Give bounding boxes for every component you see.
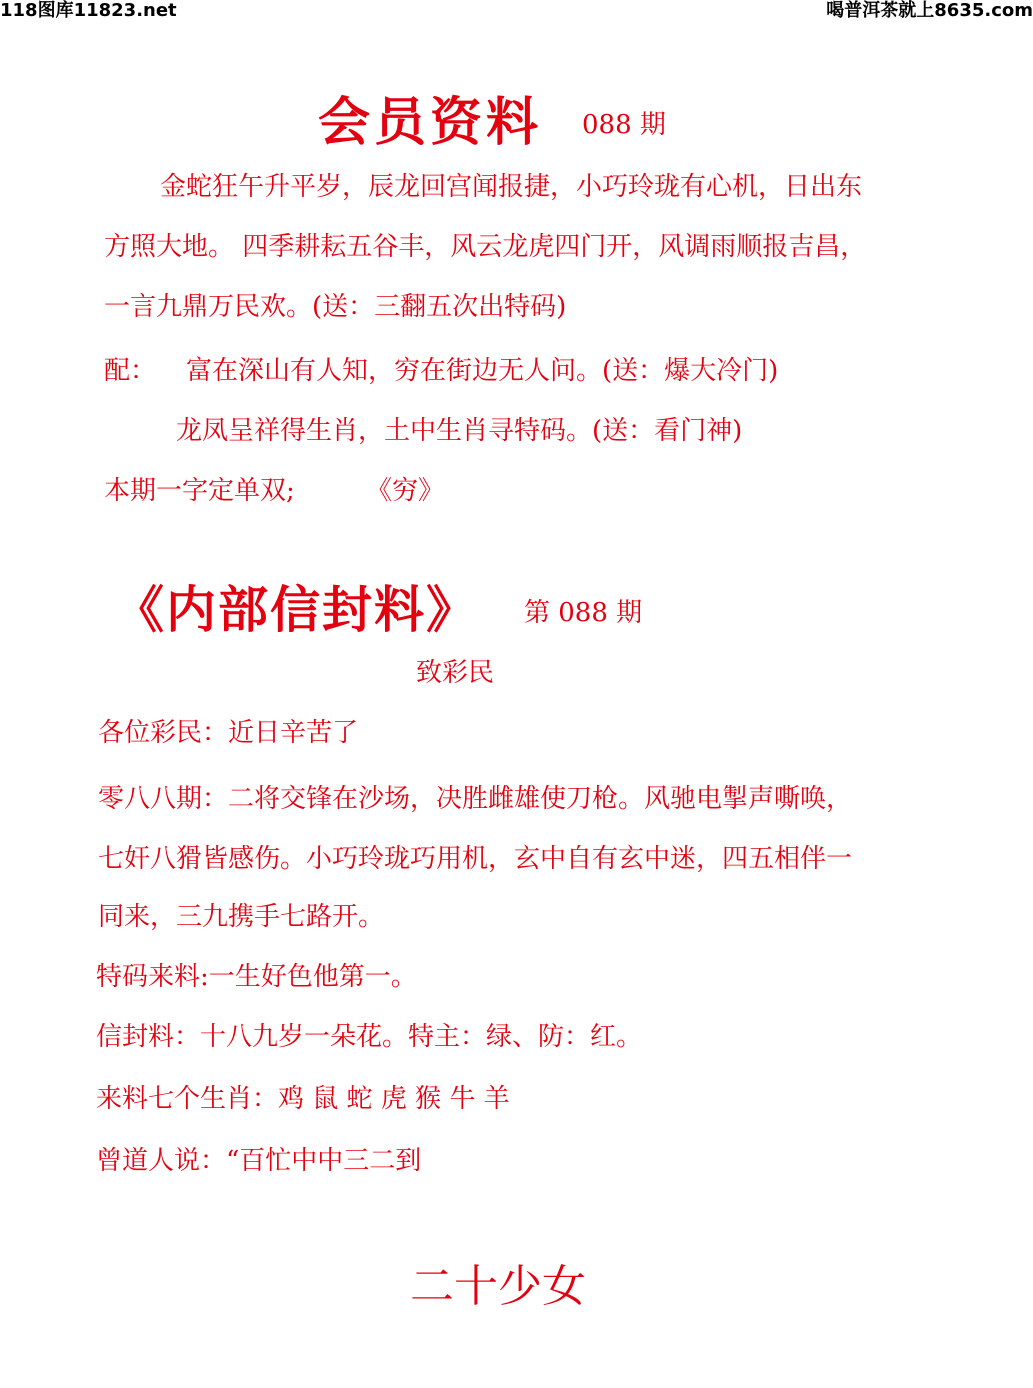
- section1-line-lucky: 龙凤呈祥得生肖，土中生肖寻特码。(送：看门神): [176, 416, 743, 446]
- top-left-link[interactable]: 118图库11823.net: [0, 0, 177, 21]
- section2-subtitle: 致彩民: [416, 658, 495, 688]
- section2-daoren: 曾道人说：“百忙中中三二到: [96, 1146, 422, 1176]
- footer-big-text: 二十少女: [410, 1261, 586, 1312]
- section1-pair-label: 配：: [104, 356, 157, 386]
- section1-single-double-value: 《穷》: [366, 476, 445, 506]
- section2-title: 《内部信封料》: [114, 580, 478, 639]
- section1-single-double-label: 本期一字定单双;: [104, 476, 295, 506]
- section1-issue: 088 期: [582, 110, 666, 140]
- top-right-link[interactable]: 喝普洱茶就上8635.com: [826, 0, 1033, 21]
- section1-pair-text: 富在深山有人知，穷在街边无人问。(送：爆大冷门): [186, 356, 779, 386]
- section1-line-1: 金蛇狂午升平岁，辰龙回宫闻报捷，小巧玲珑有心机，日出东: [160, 172, 863, 202]
- section1-title: 会员资料: [318, 92, 543, 153]
- section2-envelope: 信封料：十八九岁一朵花。特主：绿、防：红。: [96, 1022, 643, 1052]
- section2-seven-zodiacs: 来料七个生肖：鸡 鼠 蛇 虎 猴 牛 羊: [96, 1084, 510, 1114]
- section2-issue: 第 088 期: [524, 598, 643, 628]
- section2-line-2: 七奸八猾皆感伤。小巧玲珑巧用机，玄中自有玄中迷，四五相伴一: [98, 844, 853, 874]
- section1-line-2: 方照大地。 四季耕耘五谷丰，风云龙虎四门开，风调雨顺报吉昌，: [104, 232, 867, 262]
- section2-line-1: 零八八期：二将交锋在沙场，决胜雌雄使刀枪。风驰电掣声嘶唤，: [98, 784, 853, 814]
- section1-line-3: 一言九鼎万民欢。(送：三翻五次出特码): [104, 292, 567, 322]
- section2-line-3: 同来，三九携手七路开。: [98, 902, 385, 932]
- section2-special-source: 特码来料:一生好色他第一。: [96, 962, 417, 992]
- section2-greeting: 各位彩民：近日辛苦了: [98, 718, 359, 748]
